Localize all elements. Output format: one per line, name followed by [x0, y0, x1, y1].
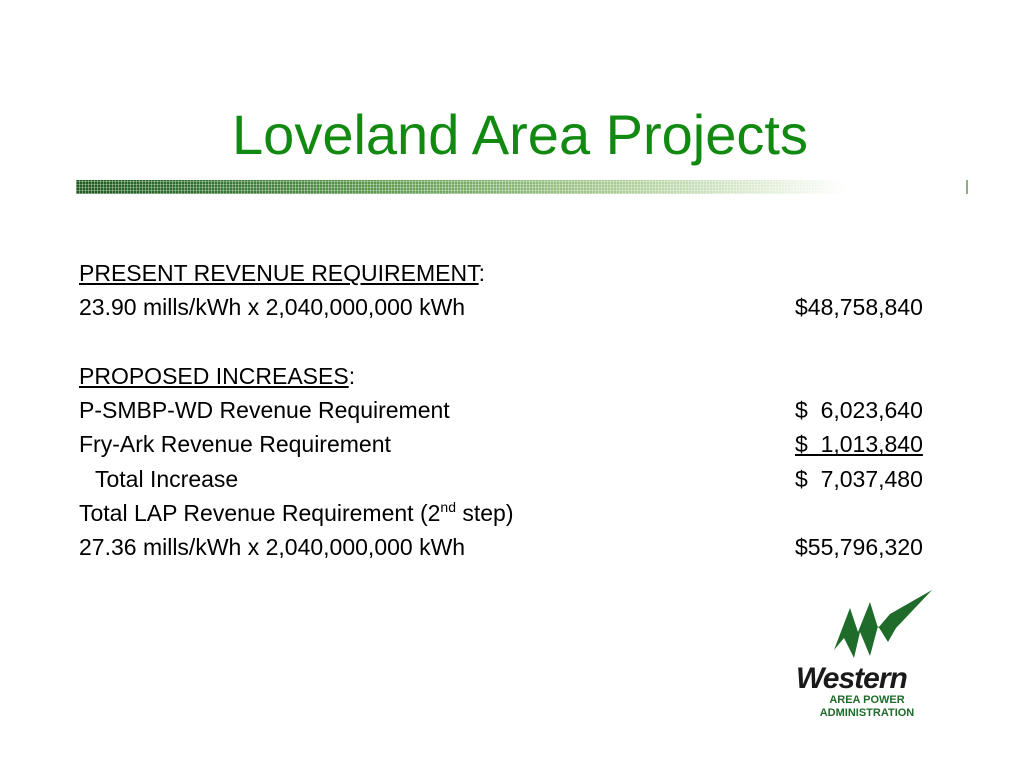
lightning-bolt-icon	[792, 588, 942, 722]
spacer-row	[79, 325, 959, 359]
proposed-item-label: P-SMBP-WD Revenue Requirement	[79, 397, 450, 424]
present-heading-colon: :	[478, 260, 485, 286]
proposed-item-amount: $ 1,013,840	[795, 431, 923, 458]
revenue-table	[79, 256, 959, 565]
proposed-heading: PROPOSED INCREASES	[79, 362, 349, 389]
proposed-item-amount: $ 6,023,640	[795, 397, 923, 424]
proposed-item-row	[79, 427, 959, 461]
slide-title: Loveland Area Projects	[232, 103, 808, 166]
present-line-row	[79, 290, 959, 324]
total-lap-label: Total LAP Revenue Requirement (2	[79, 500, 441, 527]
logo-line2: ADMINISTRATION	[819, 707, 915, 719]
total-lap-label-end: step)	[455, 500, 514, 527]
proposed-item-label: Fry-Ark Revenue Requirement	[79, 431, 391, 458]
final-rate-amount: $55,796,320	[795, 534, 923, 561]
total-lap-row	[79, 496, 959, 530]
final-rate-label: 27.36 mills/kWh x 2,040,000,000 kWh	[79, 534, 466, 561]
proposed-item-row	[79, 393, 959, 427]
present-heading-row	[79, 256, 959, 290]
present-line-label: 23.90 mills/kWh x 2,040,000,000 kWh	[79, 294, 466, 321]
total-increase-row	[79, 462, 959, 496]
final-rate-row	[79, 530, 959, 564]
proposed-heading-colon: :	[348, 362, 356, 389]
western-area-power-logo	[792, 588, 942, 722]
total-increase-amount: $ 7,037,480	[795, 465, 923, 492]
logo-line1: AREA POWER	[829, 694, 905, 706]
title-bar-end-tick	[966, 180, 968, 194]
present-heading: PRESENT REVENUE REQUIREMENT	[79, 260, 479, 286]
logo-wordmark: Western	[796, 662, 907, 695]
total-lap-superscript: nd	[440, 499, 456, 516]
total-increase-label: Total Increase	[95, 465, 239, 492]
proposed-heading-row	[79, 359, 959, 393]
present-line-amount: $48,758,840	[795, 294, 923, 321]
title-underline-bar	[76, 180, 846, 194]
